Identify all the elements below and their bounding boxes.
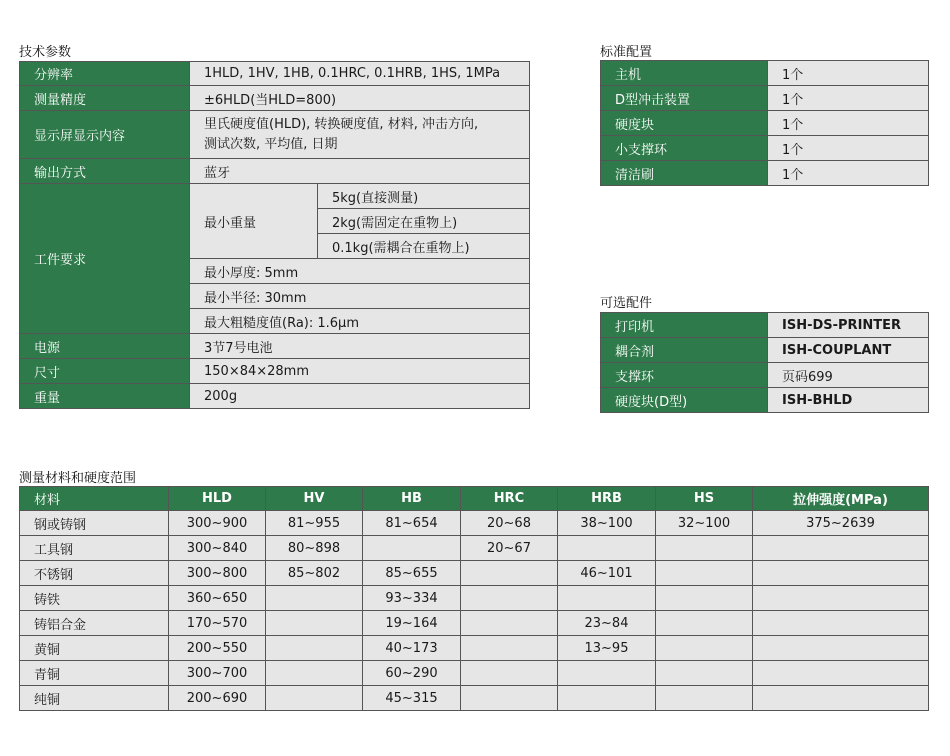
- range-cell: 60~290: [363, 661, 461, 686]
- range-cell: [558, 661, 656, 686]
- spec-row-display: [20, 111, 530, 159]
- spec-value: 200g: [190, 384, 530, 409]
- optional-value: ISH-COUPLANT: [768, 338, 929, 363]
- material-cell: 黄铜: [20, 636, 169, 661]
- range-cell: 80~898: [266, 536, 363, 561]
- range-header-row: [20, 487, 929, 511]
- optional-value: ISH-DS-PRINTER: [768, 313, 929, 338]
- material-cell: 青铜: [20, 661, 169, 686]
- spec-label: 工件要求: [20, 184, 190, 334]
- range-cell: 85~802: [266, 561, 363, 586]
- range-cell: [266, 686, 363, 711]
- spec-label: 输出方式: [20, 159, 190, 184]
- table-row: [20, 636, 929, 661]
- table-row: [20, 611, 929, 636]
- range-cell: 45~315: [363, 686, 461, 711]
- spec-value: [190, 111, 530, 159]
- spec-row-weight: [20, 384, 530, 409]
- range-cell: [656, 536, 753, 561]
- optional-label: 耦合剂: [601, 338, 768, 363]
- min-weight-label: 最小重量: [190, 184, 318, 259]
- material-cell: 铸铝合金: [20, 611, 169, 636]
- optional-label: 打印机: [601, 313, 768, 338]
- range-cell: [558, 536, 656, 561]
- standard-value: 1个: [768, 136, 929, 161]
- standard-label: D型冲击装置: [601, 86, 768, 111]
- range-cell: [753, 586, 929, 611]
- range-header-cell: HS: [656, 487, 753, 511]
- range-cell: [753, 686, 929, 711]
- range-cell: 20~67: [461, 536, 558, 561]
- range-header-cell: HLD: [169, 487, 266, 511]
- standard-row: [601, 161, 929, 186]
- spec-row-power: [20, 334, 530, 359]
- spec-label: 分辨率: [20, 62, 190, 86]
- range-cell: 81~654: [363, 511, 461, 536]
- range-header-cell: HV: [266, 487, 363, 511]
- display-line-2: 测试次数, 平均值, 日期: [204, 136, 338, 152]
- material-cell: 钢或铸钢: [20, 511, 169, 536]
- optional-label: 支撑环: [601, 363, 768, 388]
- range-cell: 40~173: [363, 636, 461, 661]
- range-header-cell: 材料: [20, 487, 169, 511]
- standard-value: 1个: [768, 161, 929, 186]
- range-cell: 13~95: [558, 636, 656, 661]
- material-cell: 铸铁: [20, 586, 169, 611]
- spec-label: 测量精度: [20, 86, 190, 111]
- standard-title: 标准配置: [600, 45, 653, 60]
- range-cell: [461, 636, 558, 661]
- spec-label: 重量: [20, 384, 190, 409]
- range-header-cell: 拉伸强度(MPa): [753, 487, 929, 511]
- optional-row: [601, 363, 929, 388]
- material-cell: 纯铜: [20, 686, 169, 711]
- range-cell: 20~68: [461, 511, 558, 536]
- range-cell: 23~84: [558, 611, 656, 636]
- range-cell: 19~164: [363, 611, 461, 636]
- range-cell: [266, 611, 363, 636]
- spec-row-size: [20, 359, 530, 384]
- optional-row: [601, 388, 929, 413]
- range-cell: 170~570: [169, 611, 266, 636]
- range-cell: [753, 636, 929, 661]
- range-cell: [461, 686, 558, 711]
- spec-value: 最小半径: 30mm: [190, 284, 530, 309]
- optional-value: 页码699: [768, 363, 929, 388]
- range-cell: [266, 661, 363, 686]
- range-cell: [656, 611, 753, 636]
- range-cell: [461, 586, 558, 611]
- range-cell: 32~100: [656, 511, 753, 536]
- range-header-cell: HRC: [461, 487, 558, 511]
- range-cell: [753, 611, 929, 636]
- standard-label: 硬度块: [601, 111, 768, 136]
- standard-label: 清洁刷: [601, 161, 768, 186]
- range-cell: 93~334: [363, 586, 461, 611]
- spec-row-accuracy: [20, 86, 530, 111]
- min-weight-value: 2kg(需固定在重物上): [318, 209, 530, 234]
- table-row: [20, 536, 929, 561]
- table-row: [20, 586, 929, 611]
- spec-row-resolution: [20, 62, 530, 86]
- spec-row-workpiece: [20, 184, 530, 209]
- table-row: [20, 661, 929, 686]
- range-cell: [461, 561, 558, 586]
- range-cell: [656, 636, 753, 661]
- standard-label: 小支撑环: [601, 136, 768, 161]
- range-header-cell: HB: [363, 487, 461, 511]
- optional-value: ISH-BHLD: [768, 388, 929, 413]
- range-cell: [656, 661, 753, 686]
- range-cell: 375~2639: [753, 511, 929, 536]
- table-row: [20, 561, 929, 586]
- range-cell: 38~100: [558, 511, 656, 536]
- table-row: [20, 686, 929, 711]
- optional-title: 可选配件: [600, 296, 653, 311]
- range-cell: 200~690: [169, 686, 266, 711]
- spec-title: 技术参数: [19, 45, 72, 60]
- range-cell: [266, 586, 363, 611]
- range-cell: [656, 561, 753, 586]
- spec-label: 尺寸: [20, 359, 190, 384]
- range-table: [19, 486, 929, 711]
- range-cell: 81~955: [266, 511, 363, 536]
- range-cell: 360~650: [169, 586, 266, 611]
- range-cell: [558, 686, 656, 711]
- standard-table: [600, 60, 929, 186]
- standard-row: [601, 111, 929, 136]
- range-title: 测量材料和硬度范围: [19, 471, 137, 486]
- range-cell: 46~101: [558, 561, 656, 586]
- optional-table: [600, 312, 929, 413]
- range-body: [20, 511, 929, 711]
- range-cell: [266, 636, 363, 661]
- range-cell: 85~655: [363, 561, 461, 586]
- optional-row: [601, 338, 929, 363]
- standard-label: 主机: [601, 61, 768, 86]
- range-cell: 200~550: [169, 636, 266, 661]
- standard-value: 1个: [768, 111, 929, 136]
- range-header-cell: HRB: [558, 487, 656, 511]
- range-cell: [558, 586, 656, 611]
- spec-value: 150×84×28mm: [190, 359, 530, 384]
- spec-value: 最小厚度: 5mm: [190, 259, 530, 284]
- range-cell: 300~900: [169, 511, 266, 536]
- table-row: [20, 511, 929, 536]
- display-line-1: 里氏硬度值(HLD), 转换硬度值, 材料, 冲击方向,: [204, 116, 479, 132]
- optional-label: 硬度块(D型): [601, 388, 768, 413]
- min-weight-value: 5kg(直接测量): [318, 184, 530, 209]
- standard-row: [601, 86, 929, 111]
- material-cell: 工具钢: [20, 536, 169, 561]
- range-cell: 300~840: [169, 536, 266, 561]
- range-cell: [363, 536, 461, 561]
- standard-value: 1个: [768, 86, 929, 111]
- range-cell: [461, 661, 558, 686]
- spec-row-output: [20, 159, 530, 184]
- range-cell: [461, 611, 558, 636]
- spec-table: [19, 61, 530, 409]
- standard-row: [601, 136, 929, 161]
- min-weight-value: 0.1kg(需耦合在重物上): [318, 234, 530, 259]
- spec-label: 显示屏显示内容: [20, 111, 190, 159]
- range-cell: [753, 536, 929, 561]
- spec-value: 3节7号电池: [190, 334, 530, 359]
- material-cell: 不锈钢: [20, 561, 169, 586]
- range-cell: [753, 661, 929, 686]
- range-cell: [753, 561, 929, 586]
- range-cell: 300~700: [169, 661, 266, 686]
- spec-value: 蓝牙: [190, 159, 530, 184]
- range-cell: 300~800: [169, 561, 266, 586]
- spec-value: 最大粗糙度值(Ra): 1.6μm: [190, 309, 530, 334]
- standard-row: [601, 61, 929, 86]
- optional-row: [601, 313, 929, 338]
- range-cell: [656, 586, 753, 611]
- standard-value: 1个: [768, 61, 929, 86]
- range-cell: [656, 686, 753, 711]
- spec-label: 电源: [20, 334, 190, 359]
- spec-value: 1HLD, 1HV, 1HB, 0.1HRC, 0.1HRB, 1HS, 1MPa: [190, 62, 530, 86]
- spec-value: ±6HLD(当HLD=800): [190, 86, 530, 111]
